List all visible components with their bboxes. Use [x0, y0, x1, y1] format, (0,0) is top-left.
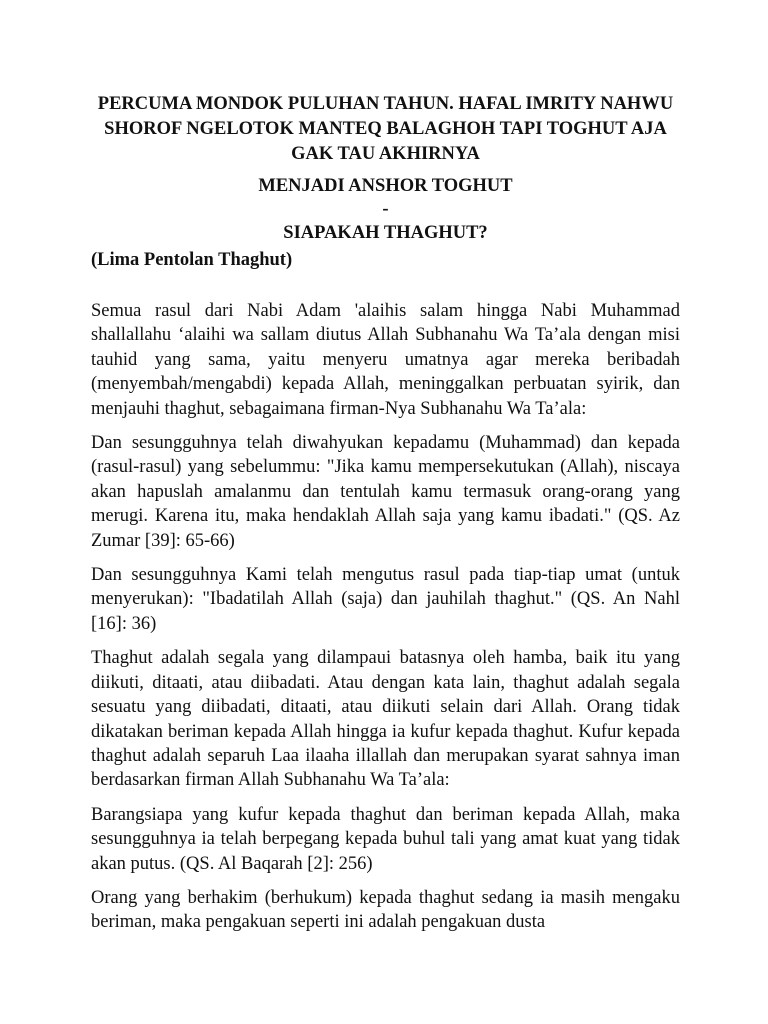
paragraph-4: Thaghut adalah segala yang dilampaui batasnya oleh hamba, baik itu yang diikuti, ditaati, atau diibadati. Atau dengan kata lain, thaghut adalah segala sesuatu yang diibadati, ditaati, atau diikuti selain dari Allah. Orang tidak dikatakan beriman kepada Allah hingga ia kufur kepada thaghut. Kufur kepada thaghut adalah separuh Laa ilaaha illallah dan merupakan syarat sahnya iman berdasarkan firman Allah Subhanahu Wa Ta’ala: [91, 648, 680, 791]
document-title-sub: MENJADI ANSHOR TOGHUT [258, 176, 513, 196]
paragraph-1: Semua rasul dari Nabi Adam 'alaihis salam hingga Nabi Muhammad shallallahu ‘alaihi wa sallam diutus Allah Subhanahu Wa Ta’ala dengan misi tauhid yang sama, yaitu menyeru umatnya agar mereka beribadah (menyembah/mengabdi) kepada Allah, meninggalkan perbuatan syirik, dan menjauhi thaghut, sebagaimana firman-Nya Subhanahu Wa Ta’ala: [91, 301, 680, 419]
document-title: PERCUMA MONDOK PULUHAN TAHUN. HAFAL IMRITY NAHWU SHOROF NGELOTOK MANTEQ BALAGHOH TAPI TOGHUT AJA GAK TAU AKHIRNYA [97, 94, 674, 164]
subheading: (Lima Pentolan Thaghut) [91, 250, 293, 270]
paragraph-5: Barangsiapa yang kufur kepada thaghut dan beriman kepada Allah, maka sesungguhnya ia telah berpegang kepada buhul tali yang amat kuat yang tidak akan putus. (QS. Al Baqarah [2]: 256) [91, 804, 680, 874]
title-separator: - [382, 199, 389, 219]
section-question-heading: SIAPAKAH THAGHUT? [283, 223, 488, 243]
title-block [91, 92, 680, 246]
body-text [91, 299, 680, 935]
paragraph-2: Dan sesungguhnya telah diwahyukan kepadamu (Muhammad) dan kepada (rasul-rasul) yang sebelummu: "Jika kamu mempersekutukan (Allah), niscaya akan hapuslah amalanmu dan tentulah kamu termasuk orang-orang yang merugi. Karena itu, maka hendaklah Allah saja yang kamu ibadati." (QS. Az Zumar [39]: 65-66) [91, 433, 680, 551]
paragraph-6: Orang yang berhakim (berhukum) kepada thaghut sedang ia masih mengaku beriman, maka pengakuan seperti ini adalah pengakuan dusta [91, 887, 680, 933]
paragraph-3: Dan sesungguhnya Kami telah mengutus rasul pada tiap-tiap umat (untuk menyerukan): "Ibadatilah Allah (saja) dan jauhilah thaghut." (QS. An Nahl [16]: 36) [91, 565, 680, 634]
